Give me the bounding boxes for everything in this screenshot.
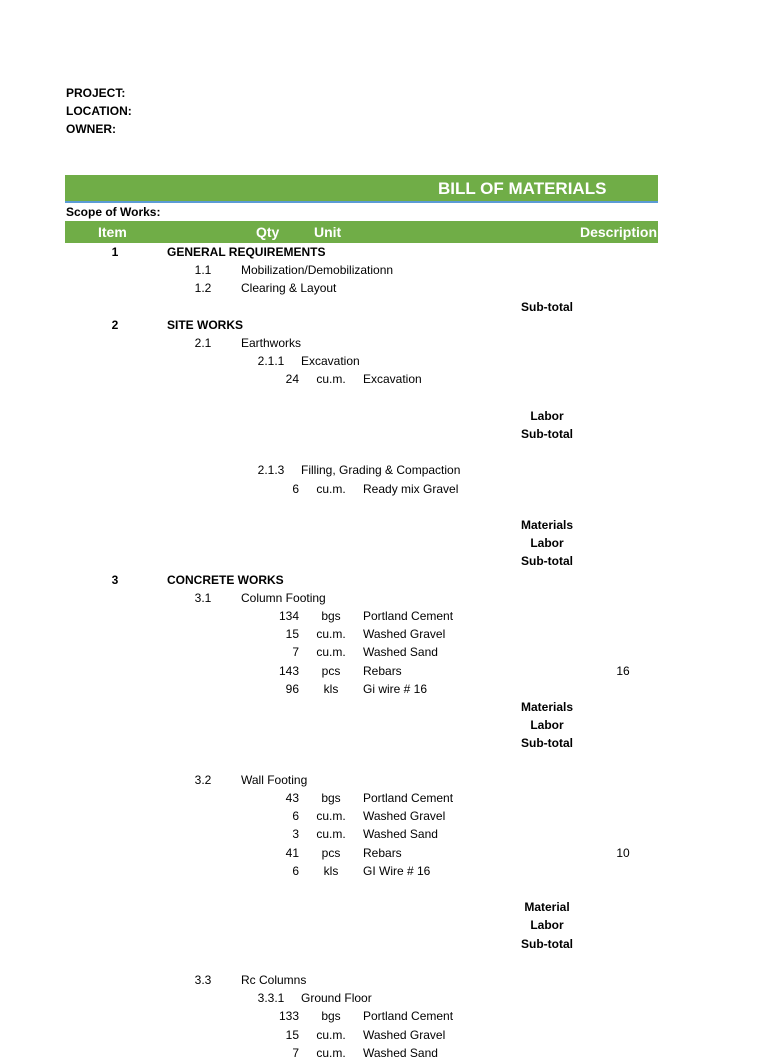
table-row [0,825,768,843]
table-row [0,807,768,825]
table-row [0,734,768,752]
quantity: 15 [285,627,299,642]
unit: bgs [321,609,341,623]
table-row [0,1044,768,1062]
subitem-number: 1.1 [194,263,212,278]
table-row [0,862,768,880]
summary-label: Sub-total [521,299,573,314]
table-row [0,643,768,661]
subitem-description: Column Footing [241,590,326,605]
table-row [0,1026,768,1044]
extra-value: 10 [616,845,630,860]
summary-label: Sub-total [521,554,573,569]
unit: bgs [321,791,341,805]
unit: cu.m. [316,1027,346,1042]
table-row [0,480,768,498]
table-row [0,516,768,534]
table-row [0,498,768,516]
table-row [0,662,768,680]
summary-label: Materials [520,518,574,532]
subitem-number: 1.2 [194,281,212,296]
unit: bgs [321,1009,341,1024]
summary-label: Sub-total [521,427,573,441]
item-number: 3 [111,572,119,587]
table-row [0,370,768,388]
material-description: GI Wire # 16 [363,863,431,878]
table-row [0,916,768,934]
table-row [0,443,768,461]
table-row [0,243,768,261]
material-description: Washed Sand [363,1045,438,1060]
section-name: GENERAL REQUIREMENTS [167,245,326,259]
table-row [0,316,768,334]
table-row [0,334,768,352]
quantity: 6 [292,481,299,496]
column-header-description: Description [580,224,658,240]
table-row [0,844,768,862]
summary-label: Materials [520,700,574,714]
quantity: 7 [292,645,299,660]
material-description: Ready mix Gravel [363,481,459,496]
summary-label: Labor [530,718,564,733]
subitem-description: Wall Footing [241,772,308,787]
subitem-number: 3.2 [194,772,212,787]
subitem-number: 2.1 [194,336,212,350]
quantity: 7 [292,1045,299,1060]
unit: kls [323,681,339,696]
table-row [0,935,768,953]
table-row [0,625,768,643]
extra-value: 16 [616,663,630,678]
quantity: 143 [278,663,299,678]
table-row [0,425,768,443]
table-row [0,298,768,316]
summary-label: Sub-total [521,736,573,751]
quantity: 41 [285,845,299,860]
item-number: 2 [111,317,119,332]
material-description: Portland Cement [363,1009,454,1024]
subsubitem-number: 3.3.1 [257,991,285,1006]
table-row [0,607,768,625]
table-row [0,789,768,807]
table-row [0,971,768,989]
unit: cu.m. [316,481,346,496]
unit: cu.m. [316,372,346,387]
unit: cu.m. [316,627,346,642]
table-row [0,716,768,734]
column-header-item: Item [98,224,127,240]
subitem-number: 3.1 [194,590,212,605]
subitem-number: 3.3 [194,973,212,987]
quantity: 3 [292,827,299,842]
table-row [0,753,768,771]
table-row [0,407,768,425]
summary-label: Labor [530,408,564,423]
quantity: 43 [285,791,299,805]
summary-label: Labor [530,536,564,551]
quantity: 134 [278,609,299,623]
table-row [0,352,768,370]
table-row [0,953,768,971]
table-row [0,552,768,570]
material-description: Portland Cement [363,609,454,623]
table-row [0,680,768,698]
subitem-description: Rc Columns [241,973,307,987]
location-label: LOCATION: [66,104,132,118]
table-row [0,989,768,1007]
material-description: Excavation [363,372,422,387]
section-name: CONCRETE WORKS [167,572,284,587]
subitem-description: Mobilization/Demobilizationn [241,263,394,278]
material-description: Rebars [363,845,402,860]
table-row [0,771,768,789]
material-description: Washed Gravel [363,627,446,642]
table-row [0,389,768,407]
quantity: 15 [285,1027,299,1042]
subsubitem-description: Excavation [301,354,360,369]
subitem-description: Earthworks [241,336,302,350]
subsubitem-number: 2.1.3 [257,463,285,478]
subsubitem-description: Ground Floor [301,991,372,1006]
table-row [0,898,768,916]
subsubitem-number: 2.1.1 [257,354,285,369]
table-row [0,589,768,607]
item-number: 1 [111,245,119,259]
unit: cu.m. [316,809,346,824]
unit: pcs [321,845,341,860]
material-description: Gi wire # 16 [363,681,428,696]
subitem-description: Clearing & Layout [241,281,337,296]
table-row [0,461,768,479]
material-description: Washed Sand [363,645,438,660]
unit: pcs [321,663,341,678]
table-row [0,279,768,297]
column-header-unit: Unit [314,224,342,240]
quantity: 6 [292,863,299,878]
section-name: SITE WORKS [167,317,244,332]
unit: kls [323,863,339,878]
column-header-bar [65,221,658,243]
summary-label: Sub-total [521,936,573,951]
material-description: Washed Gravel [363,809,446,824]
table-row [0,698,768,716]
page-title: BILL OF MATERIALS [438,179,607,198]
quantity: 96 [285,681,299,696]
summary-label: Material [524,900,570,915]
owner-label: OWNER: [66,122,116,136]
unit: cu.m. [316,827,346,842]
material-description: Washed Gravel [363,1027,446,1042]
summary-label: Labor [530,918,564,933]
subsubitem-description: Filling, Grading & Compaction [301,463,461,478]
table-row [0,571,768,589]
material-description: Rebars [363,663,402,678]
project-label: PROJECT: [66,86,126,100]
unit: cu.m. [316,1045,346,1060]
column-header-qty: Qty [256,224,280,240]
unit: cu.m. [316,645,346,660]
quantity: 133 [278,1009,299,1024]
table-row [0,880,768,898]
quantity: 6 [292,809,299,824]
scope-of-works-label: Scope of Works: [66,205,161,219]
material-description: Washed Sand [363,827,438,842]
material-description: Portland Cement [363,791,454,805]
quantity: 24 [285,372,299,387]
table-row [0,261,768,279]
table-row [0,534,768,552]
table-row [0,1007,768,1025]
